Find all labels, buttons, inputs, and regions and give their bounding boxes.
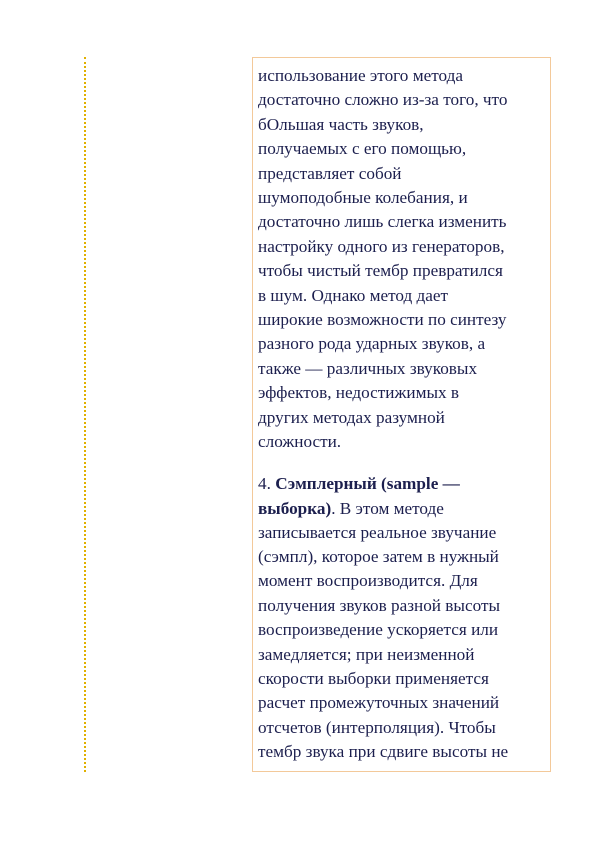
text-line: бОльшая часть звуков, <box>258 114 424 134</box>
margin-dotted-rule <box>84 57 86 772</box>
text-line: настройку одного из генераторов, <box>258 236 505 256</box>
text-line: получения звуков разной высоты <box>258 595 501 615</box>
text-line: представляет собой <box>258 163 402 183</box>
text-line: достаточно сложно из-за того, что <box>258 90 508 110</box>
text-line: записывается реальное звучание <box>258 522 497 542</box>
text-frame <box>252 57 551 772</box>
section-heading-line <box>258 496 547 521</box>
section-heading-part1: Сэмплерный (sample — <box>275 473 460 493</box>
section-number: 4. <box>258 473 276 493</box>
text-line: отсчетов (интерполяция). Чтобы <box>258 717 496 737</box>
text-line: тембр звука при сдвиге высоты не <box>258 742 509 762</box>
text-line: чтобы чистый тембр превратился <box>258 261 503 281</box>
paragraph-2 <box>258 471 547 765</box>
text-line: разного рода ударных звуков, а <box>258 334 486 354</box>
text-line: других методах разумной <box>258 407 445 427</box>
text-line: в шум. Однако метод дает <box>258 285 449 305</box>
text-line: (сэмпл), которое затем в нужный <box>258 546 499 566</box>
text-line: получаемых с его помощью, <box>258 139 467 159</box>
text-line: использование этого метода <box>258 66 463 85</box>
section-heading-part2: выборка) <box>258 498 332 518</box>
section-heading-line <box>258 471 547 496</box>
text-line: замедляется; при неизменной <box>258 644 475 664</box>
paragraph-1 <box>258 64 547 455</box>
text-line: широкие возможности по синтезу <box>258 310 507 330</box>
text-line: шумоподобные колебания, и <box>258 188 468 208</box>
text-line-rest: . В этом методе <box>331 498 444 518</box>
text-line: также — различных звуковых <box>258 358 478 378</box>
text-line: скорости выборки применяется <box>258 668 489 688</box>
paragraph-spacer <box>258 455 547 471</box>
text-line: расчет промежуточных значений <box>258 693 500 713</box>
text-line: момент воспроизводится. Для <box>258 571 478 591</box>
text-line: достаточно лишь слегка изменить <box>258 212 507 232</box>
text-line: сложности. <box>258 432 342 452</box>
text-line: воспроизведение ускоряется или <box>258 620 499 640</box>
text-line: эффектов, недостижимых в <box>258 383 459 403</box>
